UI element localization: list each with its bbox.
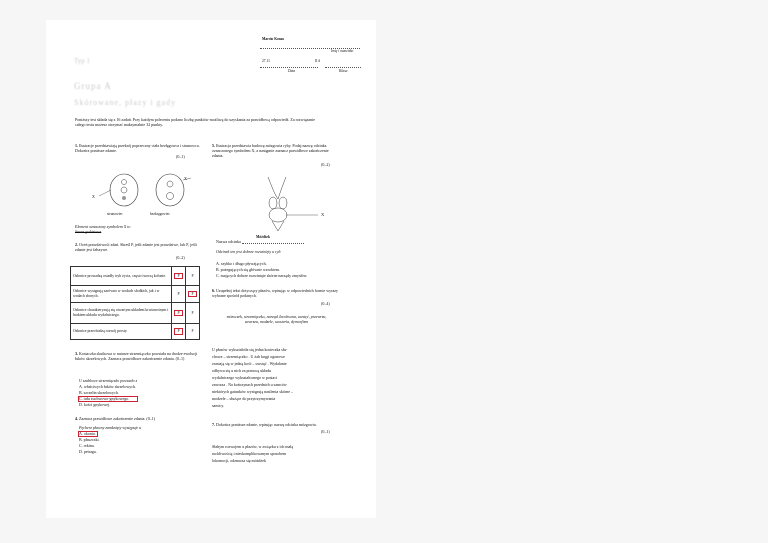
test-page [46,20,376,518]
intro-text: Poniższy test składa się z 16 zadań. Przy każdym poleceniu podano liczbę punktów możliwą do uzyskania za prawidłową odpowiedź. Za rozwiązanie całego testu możesz otrzymać maksymalnie 32 punkty. [75,117,315,127]
class-line [325,67,361,68]
q2-row-text: Osłonice przechodzą rozwój prosty. [71,324,172,340]
q5-text: 5. Ilustracja przedstawia budowę mózgowia ryby. Podaj nazwę odcinka oznaczonego symbolem X, a następnie zaznacz prawidłowe zakończenie zdania. [212,143,329,158]
q6-word-bank: mózoczek, strzemiączko, narząd Jacobsona, uwstęć, przewrzu, zawrzza, modzele, ssosteria, dymorfizm [226,314,327,324]
q7-text: 7. Dokończ poniższe zdanie, wpisując nazwę odcinka mózgowia. [212,422,317,427]
date-value: 27.11 [262,59,270,63]
q6-line-2[interactable]: chowa – strzemiączko . U żab kręgi ogonowe [212,354,285,359]
q5-option-c[interactable]: C. mających dobrze rozwinięte skórne narządy zmysłów. [216,273,308,278]
q2-p-cell[interactable]: P [172,303,186,324]
faded-header-top: Typ 1 [74,57,91,65]
q3-text: 3. Kostaczka skutkowa w naturze strzemiączko powstała na drodze ewolucji łuków skrzelowych. Zaznacz prawidłowe zakończenie zdania. (0–1) [75,351,198,361]
q5-fish-brain-illustration [256,173,336,233]
table-row [71,267,200,286]
name-label: Imię i nazwisko [331,49,354,53]
q2-row-text: Osłonice występują zarówno w wodach słodkich, jak i w wodach słonych. [71,286,172,303]
q4-option-d[interactable]: D. petraga. [79,449,97,454]
q2-p-cell[interactable]: P [172,324,186,340]
q7-line-1: Słabym rozwojem u płazów, w związku z ich małą [212,444,294,449]
q5-points: (0–2) [321,162,330,167]
faded-title-2: Skórowane, płazy i gady [74,98,177,107]
q6-line-5: wydalniczego wykształconego w postaci [212,375,278,380]
q3-option-c[interactable]: C. tułu żuchwowo-gnykowego. [79,396,130,401]
q2-f-cell[interactable]: F [186,303,200,324]
q4-text: 4. Zaznacz prawidłowe zakończenie zdania. (0–1) [75,416,156,421]
q7-line-2: ruchliwością i nieskomplikowanym sposobem [212,451,287,456]
q4-option-a[interactable]: A. okonia. [79,431,96,436]
q5-name-answer[interactable]: Móżdżek [256,235,270,239]
table-row [71,324,200,340]
table-row [71,286,200,303]
student-name: Marcin Konas [262,37,284,41]
q1-answer-prompt: Element oznaczony symbolem X to [75,224,131,229]
q6-text: 6. Uzupełnij tekst dotyczący płazów, wpisując w odpowiednich formie wyrazy wybrane spośród podanych. [212,288,339,298]
q6-line-1: U płazów wykształciła się jedna kosteczka słu- [212,347,288,352]
table-row [71,303,200,324]
q4-prompt: Pęcherz pławny zamknięty występuje u [79,425,142,430]
q5-option-b[interactable]: B. pożegujących się głównie wzrokiem. [216,267,280,272]
q2-p-cell[interactable]: P [172,286,186,303]
q6-line-8[interactable]: modzele – służące do przytrzymywania [212,396,276,401]
q3-option-d[interactable]: D. kości gnykowej. [79,402,111,407]
q2-f-cell[interactable]: F [186,286,200,303]
q7-line-3[interactable]: lokomocji, odznacza się móżdżek [212,458,266,463]
class-label: Klasa [339,69,348,73]
q4-option-c[interactable]: C. rekina. [79,443,95,448]
q6-line-3[interactable]: zrastają się w jedną kość – uwstęć . Wydalanie [212,361,287,366]
q5-option-a[interactable]: A. szybko i długo pływających. [216,261,267,266]
date-line [260,67,318,68]
q2-row-text: Osłonice charakteryzują się otwartym układem krwionośnym i brakiem układu wydalniczego. [71,303,172,324]
q2-f-cell[interactable]: F [186,324,200,340]
q1-answer[interactable]: Struna grzbietowa [75,230,102,234]
q1-label-right: bezkręgowiec [150,212,170,216]
q2-text: 2. Oceń prawdziwość zdań. Skreśl P, jeśli zdanie jest prawdziwe, lub F, jeśli zdanie jest fałszywe. [75,242,197,252]
q2-points: (0–2) [176,255,185,260]
q6-line-4: odbywa się u nich za pomocą układu [212,368,272,373]
q5-prompt: Odcinek ten jest dobrze rozwinięty u ryb [216,249,281,254]
q1-x-marker: X [92,194,95,199]
q6-line-6[interactable]: zawrzza . Na kończynach przednich u samców [212,382,287,387]
q5-x-marker: X [321,212,325,217]
q2-f-cell[interactable]: F [186,267,200,286]
q5-answer-line [242,243,304,244]
faded-title-1: Grupa A [74,81,112,91]
q6-line-7: niektórych gatunków występują nasilenia skórne – [212,389,293,394]
q2-true-false-table [70,266,200,340]
q1-x-marker-right: X [184,176,187,181]
date-label: Data [288,69,296,73]
q2-p-cell[interactable]: P [172,267,186,286]
q1-points: (0–1) [176,154,185,159]
q2-row-text: Osłonice prowadzą osiadły tryb życia, często tworzą kolonie. [71,267,172,286]
q3-prompt: U szablowe strzemiączko powstało z [79,378,138,383]
q1-label-left: strunowiec [107,212,123,216]
q3-option-a[interactable]: A. właściwych łuków skrzelowych. [79,384,136,389]
class-value: II d [315,59,321,63]
q6-line-9: samicy. [212,403,225,408]
q5-name-prompt: Nazwa odcinka [216,239,241,244]
q6-points: (0–4) [321,301,330,306]
q7-points: (0–1) [321,429,330,434]
q3-option-b[interactable]: B. szczelin skrzelowych. [79,390,119,395]
q4-option-b[interactable]: B. płaszczki. [79,437,100,442]
q1-text: 1. Ilustracje przedstawiają przekrój poprzeczny ciała bezłęgowca i strunowca. Dokończ poniższe zdanie. [75,143,200,153]
